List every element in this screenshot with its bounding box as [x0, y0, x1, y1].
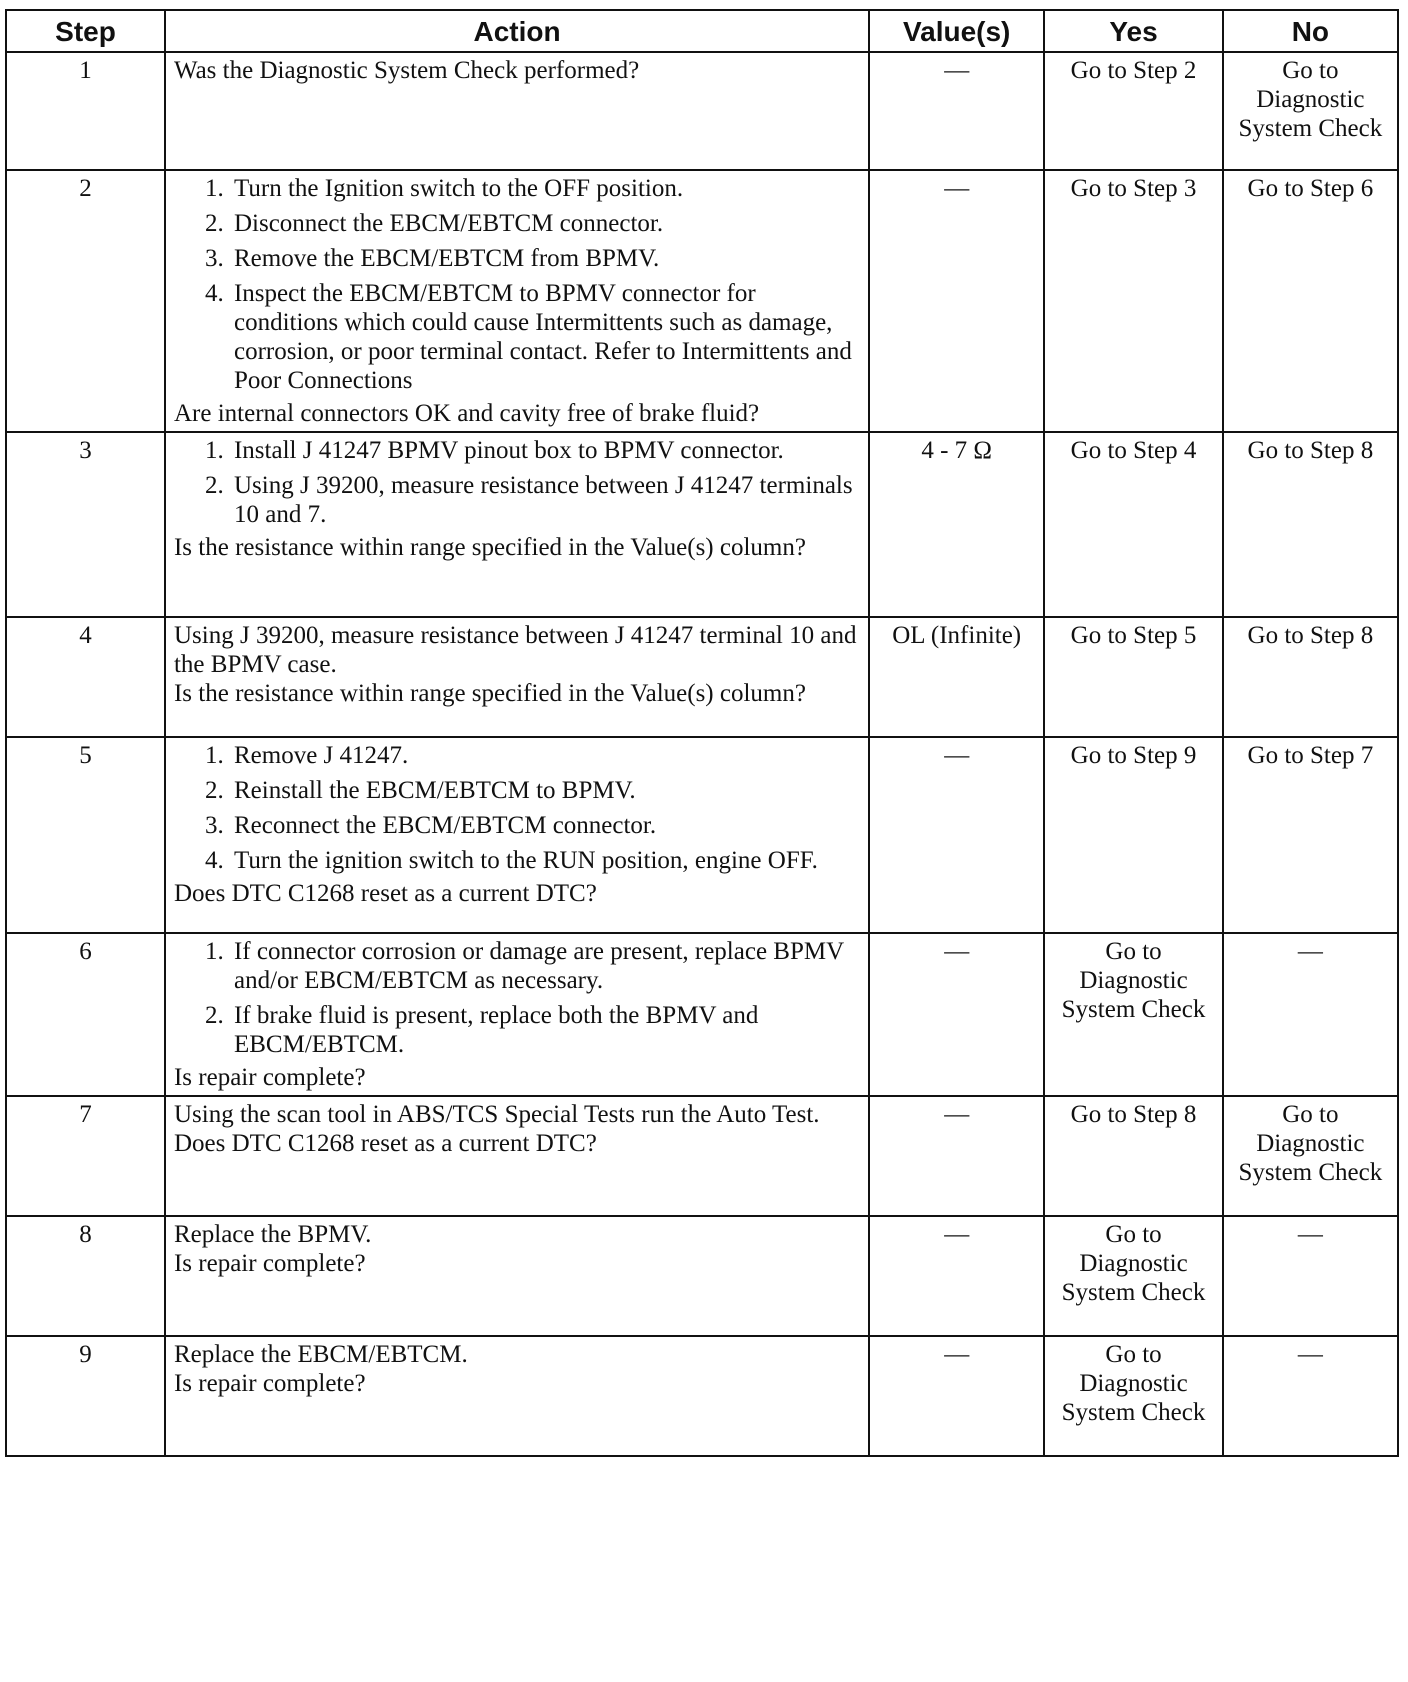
action-step: 1. Turn the Ignition switch to the OFF position. [230, 174, 860, 203]
action-steps [174, 174, 860, 395]
action-step: 4. Turn the ignition switch to the RUN position, engine OFF. [230, 846, 860, 875]
value-cell: — [869, 737, 1044, 933]
yes-cell: Go to Diagnostic System Check [1044, 1336, 1222, 1456]
header-values: Value(s) [869, 10, 1044, 52]
action-text: Using J 39200, measure resistance between J 41247 terminal 10 and the BPMV case. [173, 622, 857, 678]
action-step: 1. If connector corrosion or damage are present, replace BPMV and/or EBCM/EBTCM as necessary. [230, 937, 860, 995]
value-cell: — [869, 1096, 1044, 1216]
action-step: 1. Install J 41247 BPMV pinout box to BPMV connector. [230, 436, 860, 465]
action-cell [165, 1096, 869, 1216]
action-text: Are internal connectors OK and cavity free of brake fluid? [173, 400, 760, 427]
action-text: Replace the EBCM/EBTCM. [173, 1341, 468, 1368]
table-row [6, 170, 1398, 432]
action-step: 2. Reinstall the EBCM/EBTCM to BPMV. [230, 776, 860, 805]
diagnostic-table [5, 9, 1399, 1457]
step-number: 3 [6, 432, 165, 617]
header-no: No [1223, 10, 1398, 52]
yes-cell: Go to Step 4 [1044, 432, 1222, 617]
action-cell [165, 170, 869, 432]
no-cell: — [1223, 1336, 1398, 1456]
table-row [6, 1096, 1398, 1216]
value-cell: — [869, 1216, 1044, 1336]
no-cell: Go to Step 6 [1223, 170, 1398, 432]
action-text: Using the scan tool in ABS/TCS Special Tests run the Auto Test. [173, 1101, 820, 1128]
no-cell: Go to Diagnostic System Check [1223, 1096, 1398, 1216]
step-number: 8 [6, 1216, 165, 1336]
header-yes: Yes [1044, 10, 1222, 52]
table-row [6, 617, 1398, 737]
action-step: 2. If brake fluid is present, replace both the BPMV and EBCM/EBTCM. [230, 1001, 860, 1059]
step-number: 9 [6, 1336, 165, 1456]
value-cell: — [869, 933, 1044, 1096]
action-cell [165, 933, 869, 1096]
no-cell: Go to Diagnostic System Check [1223, 52, 1398, 170]
yes-cell: Go to Diagnostic System Check [1044, 933, 1222, 1096]
action-text: Replace the BPMV. [173, 1221, 372, 1248]
value-cell: 4 - 7 Ω [869, 432, 1044, 617]
action-step: 3. Reconnect the EBCM/EBTCM connector. [230, 811, 860, 840]
action-step: 2. Using J 39200, measure resistance between J 41247 terminals 10 and 7. [230, 471, 860, 529]
action-text: Is the resistance within range specified in the Value(s) column? [173, 680, 806, 707]
action-step: 3. Remove the EBCM/EBTCM from BPMV. [230, 244, 860, 273]
action-cell [165, 1216, 869, 1336]
step-number: 5 [6, 737, 165, 933]
table-row [6, 933, 1398, 1096]
step-number: 1 [6, 52, 165, 170]
no-cell: Go to Step 8 [1223, 432, 1398, 617]
action-step: 4. Inspect the EBCM/EBTCM to BPMV connector for conditions which could cause Intermittents such as damage, corrosion, or poor terminal contact. Refer to Intermittents and Poor Connections [230, 279, 860, 395]
action-text: Is the resistance within range specified in the Value(s) column? [173, 534, 806, 561]
yes-cell: Go to Step 8 [1044, 1096, 1222, 1216]
no-cell: Go to Step 8 [1223, 617, 1398, 737]
yes-cell: Go to Step 2 [1044, 52, 1222, 170]
yes-cell: Go to Step 3 [1044, 170, 1222, 432]
step-number: 7 [6, 1096, 165, 1216]
table-row [6, 1336, 1398, 1456]
action-text: Is repair complete? [173, 1250, 366, 1277]
action-steps [174, 741, 860, 875]
table-row [6, 432, 1398, 617]
action-cell [165, 617, 869, 737]
action-step: 1. Remove J 41247. [230, 741, 860, 770]
yes-cell: Go to Step 9 [1044, 737, 1222, 933]
action-text: Is repair complete? [173, 1370, 366, 1397]
action-cell [165, 737, 869, 933]
yes-cell: Go to Diagnostic System Check [1044, 1216, 1222, 1336]
value-cell: — [869, 170, 1044, 432]
header-action: Action [165, 10, 869, 52]
action-step: 2. Disconnect the EBCM/EBTCM connector. [230, 209, 860, 238]
action-cell [165, 1336, 869, 1456]
header-step: Step [6, 10, 165, 52]
header-row [6, 10, 1398, 52]
action-text: Is repair complete? [173, 1064, 366, 1091]
action-steps [174, 436, 860, 529]
no-cell: Go to Step 7 [1223, 737, 1398, 933]
value-cell: — [869, 52, 1044, 170]
action-steps [174, 937, 860, 1059]
step-number: 6 [6, 933, 165, 1096]
action-text: Was the Diagnostic System Check performed? [173, 57, 640, 84]
value-cell: — [869, 1336, 1044, 1456]
table-row [6, 1216, 1398, 1336]
no-cell: — [1223, 1216, 1398, 1336]
action-text: Does DTC C1268 reset as a current DTC? [173, 1130, 597, 1157]
action-cell [165, 432, 869, 617]
value-cell: OL (Infinite) [869, 617, 1044, 737]
no-cell: — [1223, 933, 1398, 1096]
table-row [6, 737, 1398, 933]
action-text: Does DTC C1268 reset as a current DTC? [173, 880, 597, 907]
action-cell [165, 52, 869, 170]
table-row [6, 52, 1398, 170]
yes-cell: Go to Step 5 [1044, 617, 1222, 737]
step-number: 4 [6, 617, 165, 737]
step-number: 2 [6, 170, 165, 432]
